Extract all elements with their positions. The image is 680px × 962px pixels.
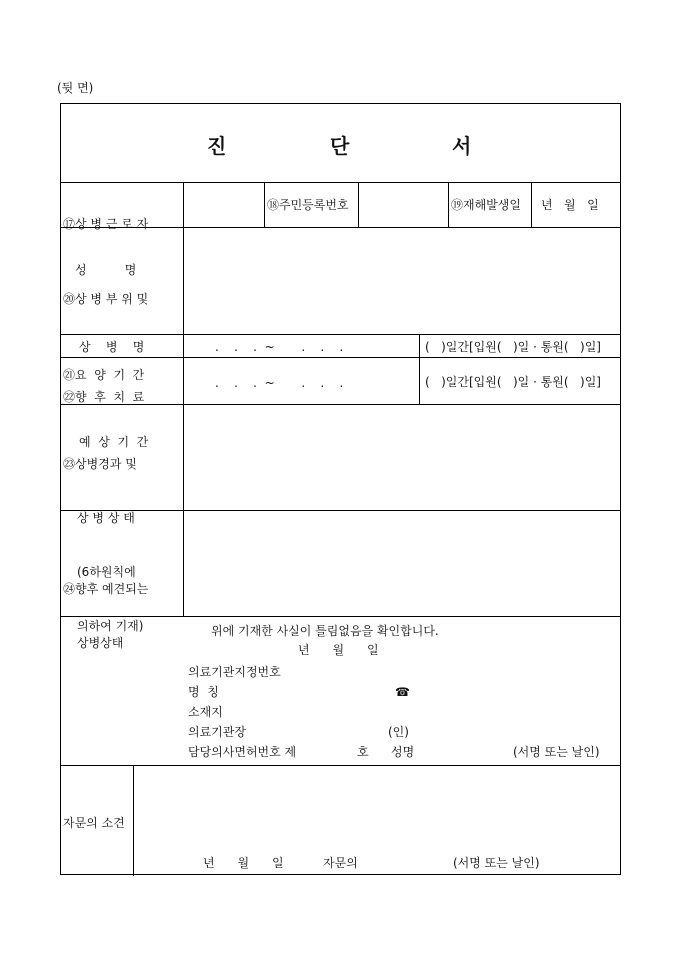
rrn-label: ⑱주민등록번호 <box>267 198 349 212</box>
care-period-range: . . . ~ . . . <box>215 340 344 354</box>
expected-status-label <box>63 544 148 688</box>
patient-label-line2: 성 명 <box>75 263 137 277</box>
care-period-label-text: 요 양 기 간 <box>75 368 145 382</box>
future-treatment-days: ( )일간[입원( )일 · 통원( )일] <box>425 375 601 389</box>
consult-date: 년 월 일 <box>203 856 284 870</box>
future-treatment-range: . . . ~ . . . <box>215 376 344 390</box>
expected-line1: 향후 예견되는 <box>75 582 149 596</box>
progress-line2: 상 병 상 태 <box>77 511 135 525</box>
num-21: ㉑ <box>63 368 76 382</box>
director-seal: (인) <box>388 725 409 739</box>
doctor-license-no: 호 <box>357 745 369 759</box>
consult-label: 자문의 소견 <box>63 816 125 830</box>
medical-certificate-form <box>60 103 621 875</box>
progress-line3: (6하원칙에 <box>77 565 136 579</box>
title-char-2: 단 <box>330 134 350 158</box>
progress-line1: 상병경과 및 <box>75 457 137 471</box>
consult-sign-note: (서명 또는 날인) <box>453 856 540 870</box>
expected-line2: 상병상태 <box>77 636 124 650</box>
doctor-license-label: 담당의사면허번호 제 <box>188 745 297 759</box>
title-char-1: 진 <box>207 134 227 158</box>
future-label-line1: 향 후 치 료 <box>75 390 145 404</box>
progress-line4: 의하여 기재) <box>77 619 144 633</box>
care-period-days: ( )일간[입원( )일 · 통원( )일] <box>425 340 601 354</box>
accident-date-value: 년 월 일 <box>541 198 599 212</box>
doctor-sign-note: (서명 또는 날인) <box>513 745 600 759</box>
cert-statement: 위에 기재한 사실이 틀림없음을 확인합니다. <box>211 624 439 638</box>
num-23: ㉓ <box>63 457 76 471</box>
director-label: 의료기관장 <box>188 725 246 739</box>
num-24: ㉔ <box>63 582 76 596</box>
institution-id-label: 의료기관지정번호 <box>188 665 281 679</box>
patient-label-line1: 상 병 근 로 자 <box>75 217 149 231</box>
phone-icon: ☎ <box>395 685 410 699</box>
institution-name-label: 명 칭 <box>188 685 219 699</box>
num-22: ㉒ <box>63 390 76 404</box>
cert-date: 년 월 일 <box>298 643 379 657</box>
future-label-line2: 예 상 기 간 <box>79 435 149 449</box>
num-17: ⑰ <box>63 217 76 231</box>
page-side-label: (뒷 면) <box>57 81 94 95</box>
accident-date-label: ⑲재해발생일 <box>451 198 521 212</box>
title-char-3: 서 <box>452 134 472 158</box>
num-20: ⑳ <box>63 292 76 306</box>
doctor-name-label: 성명 <box>391 745 415 759</box>
consult-advisor-label: 자문의 <box>323 856 358 870</box>
injury-label-line2: 상 병 명 <box>79 340 145 354</box>
injury-label-line1: 상 병 부 위 및 <box>75 292 149 306</box>
address-label: 소재지 <box>188 705 223 719</box>
